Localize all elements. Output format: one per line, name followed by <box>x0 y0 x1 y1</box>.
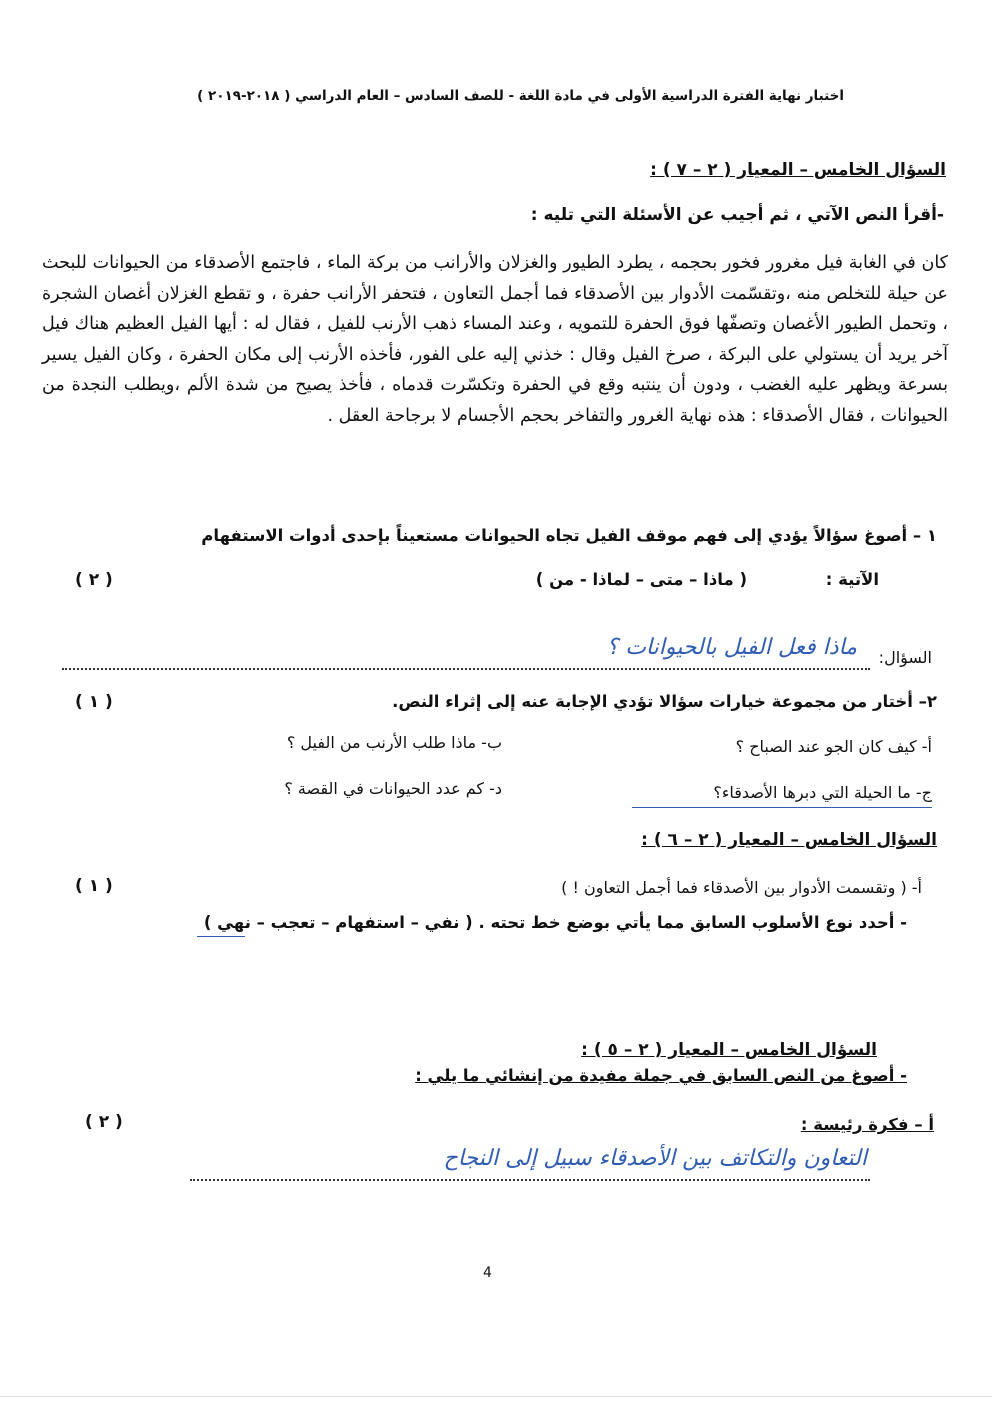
section3-item-label: أ – فكرة رئيسة : <box>800 1115 934 1134</box>
section3-mark: ( ٢ ) <box>85 1112 123 1132</box>
q1-answer-label: السؤال: <box>878 648 932 667</box>
section1-instruction: -أقرأ النص الآتي ، ثم أجيب عن الأسئلة التي تليه : <box>530 205 944 225</box>
section2-item-a: أ- ( وتقسمت الأدوار بين الأصدقاء فما أجمل التعاون ! ) <box>561 878 922 897</box>
section1-title: السؤال الخامس – المعيار ( ٢ – ٧ ) : <box>650 160 946 180</box>
section2-task: - أحدد نوع الأسلوب السابق مما يأتي بوضع خط تحته . ( نفي – استفهام – تعجب – نهي ) <box>203 913 907 932</box>
exam-header: اختبار نهاية الفترة الدراسية الأولى في مادة اللغة - للصف السادس – العام الدراسي ( ٢٠١٨-٢٠١٩ ) <box>197 88 844 104</box>
section3-handwritten-answer: التعاون والتكاتف بين الأصدقاء سبيل إلى النجاح <box>443 1146 867 1171</box>
q1-label: الآتية : <box>825 570 879 589</box>
q2-option-c: ج- ما الحيلة التي دبرها الأصدقاء؟ <box>713 783 932 802</box>
q2-text: ٢– أختار من مجموعة خيارات سؤالا تؤدي الإجابة عنه إلى إثراء النص. <box>392 692 937 711</box>
section3-instruction: - أصوغ من النص السابق في جملة مفيدة من إنشائي ما يلي : <box>415 1066 907 1085</box>
q2-option-d: د- كم عدد الحيوانات في القصة ؟ <box>284 779 502 798</box>
q1-handwritten-answer: ماذا فعل الفيل بالحيوانات ؟ <box>606 635 857 660</box>
q1-answer-line <box>62 668 870 670</box>
section3-title: السؤال الخامس – المعيار ( ٢ – ٥ ) : <box>581 1040 877 1060</box>
q1-text: ١ – أصوغ سؤالاً يؤدي إلى فهم موقف الفيل تجاه الحيوانات مستعيناً بإحدى أدوات الاستفهام <box>201 526 937 545</box>
section2-title: السؤال الخامس – المعيار ( ٢ – ٦ ) : <box>641 830 937 850</box>
page-number: 4 <box>483 1265 492 1281</box>
reading-passage: كان في الغابة فيل مغرور فخور بحجمه ، يطرد الطيور والغزلان والأرانب من بركة الماء ، فاجتمع الأصدقاء من الحيوانات للبحث عن حيلة للتخلص منه ،وتقسّمت الأدوار بين الأصدقاء فما أجمل التعاون ، فتحفر الأرانب حفرة ، و تقطع الغزلان أغصان الشجرة ، وتحمل الطيور الأغصان وتصفّها فوق الحفرة للتمويه ، وعند المساء ذهب الأرنب للفيل ، فقال له : أيها الفيل العظيم هناك فيل آخر يريد أن يستولي على البركة ، صرخ الفيل وقال : خذني إليه على الفور، فأخذه الأرنب إلى مكان الحفرة ، وكان الفيل يسير بسرعة ويظهر عليه الغضب ، ودون أن ينتبه وقع في الحفرة وتكسّرت قدماه ، فأخذ يصيح من شدة الألم ،ويطلب النجدة من الحيوانات ، فقال الأصدقاء : هذه نهاية الغرور والتفاخر بحجم الأجسام لا برجاحة العقل . <box>42 253 948 426</box>
q2-option-c-underline <box>632 807 932 808</box>
q1-tools: ( ماذا – متى – لماذا - من ) <box>535 570 747 589</box>
section2-mark: ( ١ ) <box>75 876 113 896</box>
page-bottom-edge <box>0 1396 992 1397</box>
q2-option-a: أ- كيف كان الجو عند الصباح ؟ <box>735 737 932 756</box>
q2-option-b: ب- ماذا طلب الأرنب من الفيل ؟ <box>286 733 502 752</box>
q2-mark: ( ١ ) <box>75 692 113 712</box>
answer-underline-exclamation <box>197 936 245 937</box>
q1-mark: ( ٢ ) <box>75 570 113 590</box>
section3-answer-line <box>190 1179 870 1181</box>
